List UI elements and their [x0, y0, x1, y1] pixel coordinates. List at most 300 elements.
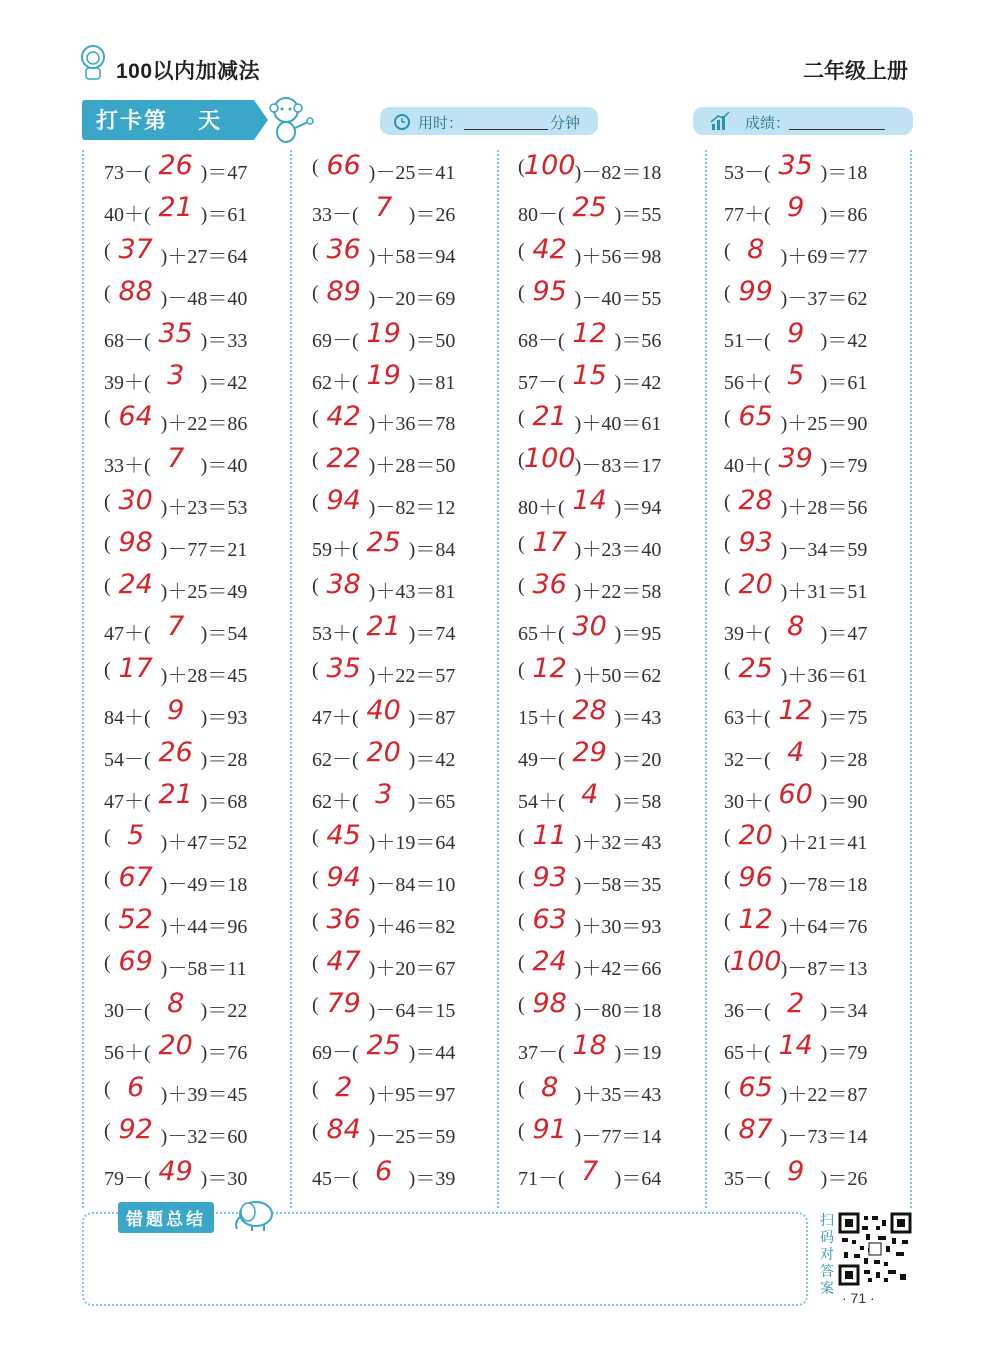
- handwritten-answer[interactable]: 21: [158, 778, 193, 810]
- equation-suffix: )＝94: [614, 497, 662, 520]
- handwritten-answer[interactable]: 7: [581, 1155, 599, 1187]
- score-blank[interactable]: [789, 111, 885, 130]
- equation-prefix: (: [312, 868, 319, 891]
- handwritten-answer[interactable]: 69: [118, 946, 153, 978]
- equation-suffix: )－58＝11: [160, 958, 247, 981]
- equation-row: [104, 443, 294, 479]
- handwritten-answer[interactable]: 95: [532, 275, 567, 307]
- equation-prefix: 15＋(: [518, 706, 565, 729]
- handwritten-answer[interactable]: 9: [167, 694, 185, 726]
- equation-prefix: (: [518, 1119, 525, 1142]
- equation-suffix: )＝68: [200, 790, 248, 813]
- equation-suffix: )＋40＝61: [574, 413, 662, 436]
- handwritten-answer[interactable]: 9: [787, 317, 805, 349]
- handwritten-answer[interactable]: 100: [523, 443, 576, 475]
- handwritten-answer[interactable]: 92: [118, 1113, 153, 1145]
- equation-prefix: (: [312, 491, 319, 514]
- handwritten-answer[interactable]: 79: [326, 988, 361, 1019]
- handwritten-answer[interactable]: 87: [738, 1113, 773, 1145]
- equation-prefix: (: [518, 826, 525, 849]
- equation-row: [104, 485, 294, 521]
- lion-icon: [78, 44, 108, 80]
- handwritten-answer[interactable]: 6: [127, 1071, 145, 1103]
- equation-suffix: )＝54: [200, 622, 248, 645]
- equation-suffix: )＋19＝64: [368, 832, 456, 855]
- equation-suffix: )－87＝13: [780, 958, 868, 981]
- handwritten-answer[interactable]: 35: [326, 652, 361, 684]
- handwritten-answer[interactable]: 49: [158, 1155, 193, 1187]
- equation-suffix: )＝47: [200, 162, 248, 184]
- equation-row: [312, 527, 502, 563]
- handwritten-answer[interactable]: 2: [335, 1071, 353, 1103]
- equation-prefix: 47＋(: [104, 790, 151, 813]
- equation-suffix: )＝28: [820, 748, 868, 771]
- equation-row: [104, 569, 294, 605]
- checkin-label: 打卡第 天: [96, 108, 223, 133]
- handwritten-answer[interactable]: 12: [738, 904, 773, 936]
- handwritten-answer[interactable]: 38: [326, 569, 361, 600]
- handwritten-answer[interactable]: 64: [118, 401, 153, 433]
- equation-prefix: 47＋(: [104, 622, 151, 645]
- equation-suffix: )＋36＝78: [368, 413, 456, 436]
- equation-row: [312, 569, 502, 605]
- equation-row: [518, 694, 708, 731]
- equation-row: [104, 401, 294, 437]
- equation-suffix: )－34＝59: [780, 539, 868, 562]
- equation-row: [104, 736, 294, 773]
- equation-suffix: )＋56＝98: [574, 245, 662, 268]
- equation-suffix: )＋22＝86: [160, 413, 248, 436]
- equation-suffix: )－48＝40: [160, 287, 248, 310]
- equation-suffix: )＝58: [614, 790, 662, 813]
- monkey-icon: [262, 94, 316, 144]
- equation-suffix: )＝43: [614, 706, 662, 729]
- handwritten-answer[interactable]: 94: [326, 862, 361, 894]
- equation-row: [312, 1155, 502, 1192]
- equation-suffix: )＋22＝58: [574, 581, 662, 603]
- equation-row: [518, 862, 708, 898]
- equation-suffix: )＝26: [408, 203, 456, 226]
- equation-suffix: )＋36＝61: [780, 664, 868, 687]
- equation-prefix: (: [724, 407, 731, 430]
- equation-suffix: )－82＝18: [574, 162, 662, 184]
- equation-suffix: )＋95＝97: [368, 1083, 456, 1106]
- equation-suffix: )＝61: [200, 203, 248, 226]
- equation-prefix: (: [724, 658, 731, 681]
- equation-prefix: 62－(: [312, 748, 359, 771]
- handwritten-answer[interactable]: 98: [532, 988, 567, 1019]
- equation-suffix: )＝34: [820, 1000, 868, 1022]
- equation-suffix: )－73＝14: [780, 1125, 868, 1148]
- handwritten-answer[interactable]: 2: [787, 988, 805, 1019]
- equation-suffix: )＋58＝94: [368, 245, 456, 268]
- equation-row: [724, 275, 914, 312]
- handwritten-answer[interactable]: 12: [778, 694, 813, 726]
- equation-row: [104, 694, 294, 731]
- equation-prefix: 56＋(: [104, 1041, 151, 1064]
- handwritten-answer[interactable]: 7: [167, 610, 185, 642]
- handwritten-answer[interactable]: 25: [738, 652, 773, 684]
- equation-row: [104, 275, 294, 312]
- equation-prefix: 71－(: [518, 1167, 565, 1190]
- equation-row: [104, 988, 294, 1024]
- equation-prefix: 36－(: [724, 1000, 771, 1022]
- equation-suffix: )＝74: [408, 622, 456, 645]
- equation-prefix: (: [724, 1119, 731, 1142]
- equation-row: [104, 150, 294, 186]
- equation-suffix: )－25＝59: [368, 1125, 456, 1148]
- handwritten-answer[interactable]: 14: [778, 1029, 813, 1061]
- equation-suffix: )＝44: [408, 1041, 456, 1064]
- handwritten-answer[interactable]: 39: [778, 443, 813, 475]
- equation-row: [312, 946, 502, 982]
- handwritten-answer[interactable]: 21: [366, 610, 401, 642]
- equation-prefix: 54＋(: [518, 790, 565, 813]
- handwritten-answer[interactable]: 66: [326, 150, 361, 181]
- equation-row: [104, 1029, 294, 1066]
- handwritten-answer[interactable]: 65: [738, 401, 773, 433]
- equation-suffix: )＝20: [614, 748, 662, 771]
- equation-row: [724, 485, 914, 521]
- equation-prefix: 69－(: [312, 329, 359, 352]
- equation-row: [724, 191, 914, 228]
- equation-prefix: (: [104, 1119, 111, 1142]
- equation-suffix: )＝84: [408, 539, 456, 562]
- equation-prefix: 54－(: [104, 748, 151, 771]
- handwritten-answer[interactable]: 8: [167, 988, 185, 1019]
- equation-prefix: (: [724, 952, 731, 975]
- equation-prefix: (: [518, 239, 525, 262]
- handwritten-answer[interactable]: 8: [541, 1071, 559, 1103]
- handwritten-answer[interactable]: 9: [787, 1155, 805, 1187]
- handwritten-answer[interactable]: 42: [326, 401, 361, 433]
- equation-suffix: )－84＝10: [368, 874, 456, 897]
- equation-prefix: 84＋(: [104, 706, 151, 729]
- equation-prefix: (: [518, 868, 525, 891]
- handwritten-answer[interactable]: 29: [572, 736, 607, 768]
- handwritten-answer[interactable]: 35: [778, 150, 813, 181]
- equation-suffix: )－32＝60: [160, 1125, 248, 1148]
- equation-row: [312, 233, 502, 270]
- equation-suffix: )＋28＝56: [780, 497, 868, 520]
- handwritten-answer[interactable]: 40: [366, 694, 401, 726]
- handwritten-answer[interactable]: 67: [118, 862, 153, 894]
- equation-prefix: 69－(: [312, 1041, 359, 1064]
- equation-row: [312, 1113, 502, 1150]
- equation-row: [104, 778, 294, 815]
- equation-prefix: (: [104, 239, 111, 262]
- equation-suffix: )＋35＝43: [574, 1083, 662, 1106]
- equation-prefix: (: [724, 491, 731, 514]
- handwritten-answer[interactable]: 26: [158, 736, 193, 768]
- equation-row: [724, 317, 914, 354]
- handwritten-answer[interactable]: 96: [738, 862, 773, 894]
- handwritten-answer[interactable]: 24: [532, 946, 567, 978]
- equation-row: [104, 1155, 294, 1192]
- equation-prefix: (: [518, 658, 525, 681]
- equation-row: [104, 233, 294, 270]
- equation-suffix: )＋22＝87: [780, 1083, 868, 1106]
- equation-prefix: 33＋(: [104, 455, 151, 478]
- equation-row: [312, 820, 502, 856]
- equation-row: [724, 527, 914, 563]
- handwritten-answer[interactable]: 12: [532, 652, 567, 684]
- equation-prefix: 80＋(: [518, 497, 565, 520]
- equation-row: [518, 610, 708, 647]
- score-field: [693, 107, 913, 135]
- equation-prefix: (: [312, 156, 319, 178]
- equation-prefix: 53－(: [724, 162, 771, 184]
- equation-prefix: (: [104, 952, 111, 975]
- equation-row: [724, 401, 914, 437]
- handwritten-answer[interactable]: 20: [738, 569, 773, 600]
- handwritten-answer[interactable]: 28: [738, 485, 773, 517]
- equation-prefix: 40＋(: [724, 455, 771, 478]
- equation-row: [518, 946, 708, 982]
- equation-suffix: )＝18: [820, 162, 868, 184]
- handwritten-answer[interactable]: 3: [375, 778, 393, 810]
- handwritten-answer[interactable]: 98: [118, 527, 153, 559]
- handwritten-answer[interactable]: 36: [326, 233, 361, 265]
- handwritten-answer[interactable]: 14: [572, 485, 607, 517]
- equation-suffix: )＝33: [200, 329, 248, 352]
- equation-row: [724, 862, 914, 898]
- equation-suffix: )＝61: [820, 371, 868, 394]
- equation-prefix: 35－(: [724, 1167, 771, 1190]
- equation-row: [312, 485, 502, 521]
- handwritten-answer[interactable]: 5: [787, 359, 805, 391]
- column-divider: [82, 150, 84, 1208]
- handwritten-answer[interactable]: 21: [158, 191, 193, 223]
- handwritten-answer[interactable]: 94: [326, 485, 361, 517]
- score-label: 成绩：: [745, 115, 791, 132]
- equation-suffix: )＋44＝96: [160, 916, 248, 939]
- equation-prefix: (: [312, 826, 319, 849]
- equation-prefix: 39＋(: [724, 622, 771, 645]
- equation-row: [312, 694, 502, 731]
- equation-prefix: 30－(: [104, 1000, 151, 1022]
- equation-row: [724, 233, 914, 270]
- handwritten-answer[interactable]: 6: [375, 1155, 393, 1187]
- handwritten-answer[interactable]: 3: [167, 359, 185, 391]
- equation-suffix: )－82＝12: [368, 497, 456, 520]
- equation-row: [518, 191, 708, 228]
- handwritten-answer[interactable]: 11: [532, 820, 567, 852]
- handwritten-answer[interactable]: 24: [118, 569, 153, 600]
- equation-row: [104, 904, 294, 940]
- time-field: [380, 107, 598, 135]
- handwritten-answer[interactable]: 15: [572, 359, 607, 391]
- mistake-summary-label: 错题总结: [118, 1202, 214, 1233]
- handwritten-answer[interactable]: 4: [787, 736, 805, 768]
- handwritten-answer[interactable]: 60: [778, 778, 813, 810]
- equation-row: [312, 401, 502, 437]
- equation-suffix: )＋69＝77: [780, 245, 868, 268]
- equation-row: [104, 317, 294, 354]
- equation-row: [312, 862, 502, 898]
- equation-prefix: 80－(: [518, 203, 565, 226]
- equation-row: [724, 904, 914, 940]
- equation-suffix: )＝65: [408, 790, 456, 813]
- handwritten-answer[interactable]: 88: [118, 275, 153, 307]
- handwritten-answer[interactable]: 47: [326, 946, 361, 978]
- equation-prefix: 79－(: [104, 1167, 151, 1190]
- equation-row: [518, 778, 708, 815]
- equation-suffix: )＝47: [820, 622, 868, 645]
- handwritten-answer[interactable]: 100: [523, 150, 576, 181]
- handwritten-answer[interactable]: 37: [118, 233, 153, 265]
- handwritten-answer[interactable]: 8: [747, 233, 765, 265]
- equation-row: [518, 1113, 708, 1150]
- equation-prefix: 68－(: [518, 329, 565, 352]
- equation-suffix: )＝22: [200, 1000, 248, 1022]
- equation-suffix: )＋47＝52: [160, 832, 248, 855]
- equation-suffix: )＝86: [820, 203, 868, 226]
- handwritten-answer[interactable]: 89: [326, 275, 361, 307]
- handwritten-answer[interactable]: 30: [118, 485, 153, 517]
- equation-prefix: (: [724, 533, 731, 556]
- equation-row: [724, 694, 914, 731]
- handwritten-answer[interactable]: 25: [366, 527, 401, 559]
- equation-prefix: (: [104, 826, 111, 849]
- equation-suffix: )＝55: [614, 203, 662, 226]
- equation-suffix: )＝79: [820, 455, 868, 478]
- handwritten-answer[interactable]: 52: [118, 904, 153, 936]
- equation-prefix: 51－(: [724, 329, 771, 352]
- equation-prefix: (: [724, 868, 731, 891]
- handwritten-answer[interactable]: 28: [572, 694, 607, 726]
- page-number: · 71 ·: [842, 1290, 875, 1306]
- time-label: 用时：: [418, 115, 464, 132]
- equation-row: [312, 191, 502, 228]
- handwritten-answer[interactable]: 7: [167, 443, 185, 475]
- handwritten-answer[interactable]: 25: [572, 191, 607, 223]
- equation-row: [518, 401, 708, 437]
- equation-suffix: )＋42＝66: [574, 958, 662, 981]
- equation-row: [312, 1029, 502, 1066]
- equation-suffix: )－37＝62: [780, 287, 868, 310]
- qr-code-icon[interactable]: [838, 1212, 912, 1286]
- handwritten-answer[interactable]: 25: [366, 1029, 401, 1061]
- equation-suffix: )－58＝35: [574, 874, 662, 897]
- handwritten-answer[interactable]: 19: [366, 359, 401, 391]
- equation-suffix: )＝95: [614, 622, 662, 645]
- equation-row: [104, 862, 294, 898]
- equation-row: [518, 359, 708, 396]
- equation-prefix: (: [312, 407, 319, 430]
- handwritten-answer[interactable]: 91: [532, 1113, 567, 1145]
- equation-row: [724, 820, 914, 856]
- handwritten-answer[interactable]: 5: [127, 820, 145, 852]
- equation-suffix: )＝93: [200, 706, 248, 729]
- equation-suffix: )－20＝69: [368, 287, 456, 310]
- equation-prefix: (: [312, 1119, 319, 1142]
- handwritten-answer[interactable]: 93: [738, 527, 773, 559]
- handwritten-answer[interactable]: 26: [158, 150, 193, 181]
- handwritten-answer[interactable]: 65: [738, 1071, 773, 1103]
- handwritten-answer[interactable]: 42: [532, 233, 567, 265]
- handwritten-answer[interactable]: 17: [118, 652, 153, 684]
- equation-prefix: 68－(: [104, 329, 151, 352]
- equation-prefix: 59＋(: [312, 539, 359, 562]
- handwritten-answer[interactable]: 19: [366, 317, 401, 349]
- handwritten-answer[interactable]: 20: [738, 820, 773, 852]
- equation-suffix: )＝64: [614, 1167, 662, 1190]
- equation-suffix: )＝30: [200, 1167, 248, 1190]
- handwritten-answer[interactable]: 9: [787, 191, 805, 223]
- equation-row: [518, 275, 708, 312]
- handwritten-answer[interactable]: 12: [572, 317, 607, 349]
- handwritten-answer[interactable]: 8: [787, 610, 805, 642]
- equation-row: [724, 1071, 914, 1108]
- equation-suffix: )＝28: [200, 748, 248, 771]
- handwritten-answer[interactable]: 63: [532, 904, 567, 936]
- handwritten-answer[interactable]: 17: [532, 527, 567, 559]
- equation-prefix: 77＋(: [724, 203, 771, 226]
- equation-prefix: (: [104, 533, 111, 556]
- equation-row: [724, 988, 914, 1024]
- equation-row: [724, 946, 914, 982]
- equation-prefix: (: [104, 910, 111, 933]
- equation-prefix: (: [312, 239, 319, 262]
- equation-prefix: (: [518, 910, 525, 933]
- equation-row: [312, 652, 502, 689]
- equation-suffix: )＋21＝41: [780, 832, 868, 855]
- equation-prefix: (: [104, 281, 111, 304]
- equation-prefix: (: [312, 952, 319, 975]
- equation-suffix: )＝56: [614, 329, 662, 352]
- equation-prefix: (: [104, 868, 111, 891]
- handwritten-answer[interactable]: 30: [572, 610, 607, 642]
- equation-prefix: 65＋(: [724, 1041, 771, 1064]
- equation-row: [724, 1113, 914, 1150]
- equation-suffix: )＝50: [408, 329, 456, 352]
- equation-prefix: (: [312, 994, 319, 1016]
- equation-suffix: )＋28＝45: [160, 664, 248, 687]
- handwritten-answer[interactable]: 36: [532, 569, 567, 600]
- handwritten-answer[interactable]: 36: [326, 904, 361, 936]
- equation-row: [518, 820, 708, 856]
- equation-suffix: )＝90: [820, 790, 868, 813]
- handwritten-answer[interactable]: 7: [375, 191, 393, 223]
- time-blank[interactable]: [464, 111, 548, 130]
- equation-row: [312, 610, 502, 647]
- equation-prefix: (: [312, 1077, 319, 1100]
- equation-suffix: )－49＝18: [160, 874, 248, 897]
- equation-suffix: )－40＝55: [574, 287, 662, 310]
- equation-prefix: (: [724, 575, 731, 597]
- equation-row: [312, 778, 502, 815]
- handwritten-answer[interactable]: 21: [532, 401, 567, 433]
- handwritten-answer[interactable]: 100: [729, 946, 782, 978]
- handwritten-answer[interactable]: 22: [326, 443, 361, 475]
- handwritten-answer[interactable]: 99: [738, 275, 773, 307]
- handwritten-answer[interactable]: 84: [326, 1113, 361, 1145]
- handwritten-answer[interactable]: 4: [581, 778, 599, 810]
- handwritten-answer[interactable]: 20: [158, 1029, 193, 1061]
- handwritten-answer[interactable]: 20: [366, 736, 401, 768]
- handwritten-answer[interactable]: 35: [158, 317, 193, 349]
- handwritten-answer[interactable]: 18: [572, 1029, 607, 1061]
- time-unit: 分钟: [550, 115, 581, 132]
- handwritten-answer[interactable]: 93: [532, 862, 567, 894]
- equation-suffix: )＋39＝45: [160, 1083, 248, 1106]
- equation-row: [104, 191, 294, 228]
- equation-prefix: 49－(: [518, 748, 565, 771]
- handwritten-answer[interactable]: 45: [326, 820, 361, 852]
- equation-row: [724, 569, 914, 605]
- equation-suffix: )－64＝15: [368, 1000, 456, 1022]
